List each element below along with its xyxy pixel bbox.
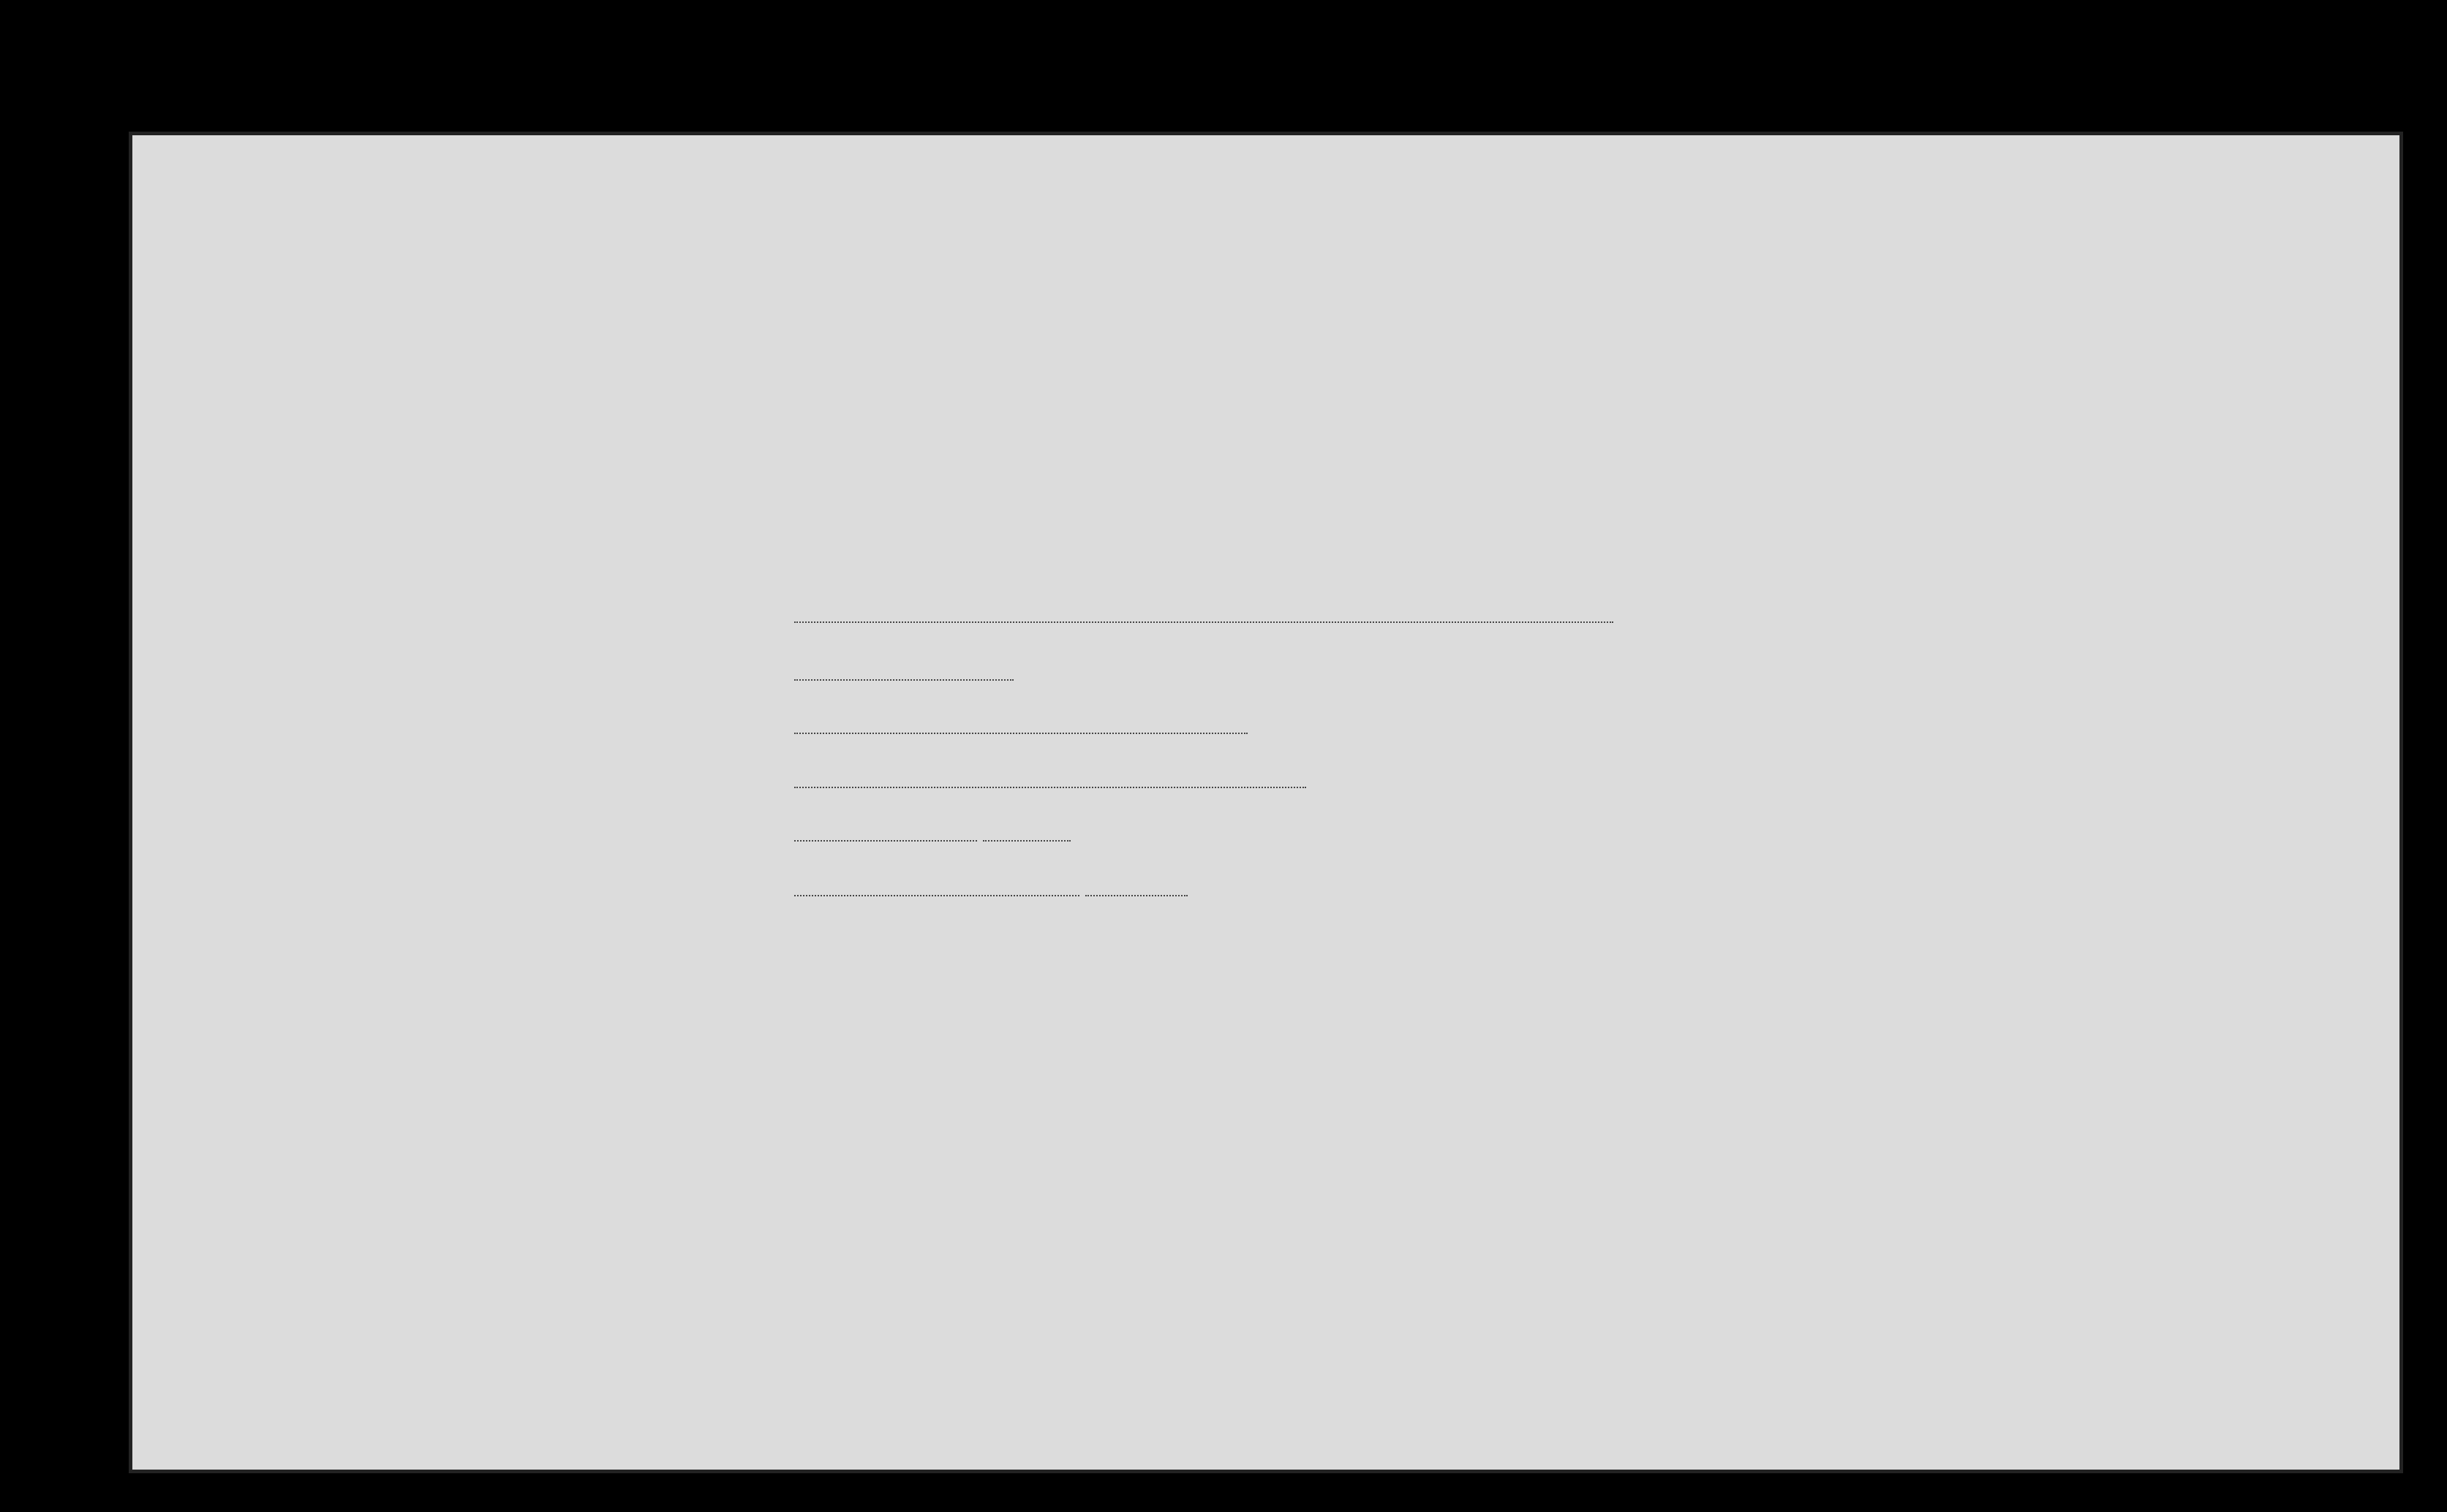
question-land-type — [794, 717, 1248, 739]
lease-table — [132, 976, 2399, 1473]
question-other-land — [794, 664, 1014, 686]
question-farming — [794, 771, 1306, 793]
question-village — [794, 825, 1071, 847]
crop-table — [132, 135, 2399, 491]
population-title — [1886, 491, 1943, 976]
question-owner-b — [794, 606, 1613, 628]
question-market — [794, 880, 1188, 901]
census-card — [129, 132, 2403, 1473]
middle-section — [132, 491, 2399, 976]
workers-title — [343, 496, 401, 971]
